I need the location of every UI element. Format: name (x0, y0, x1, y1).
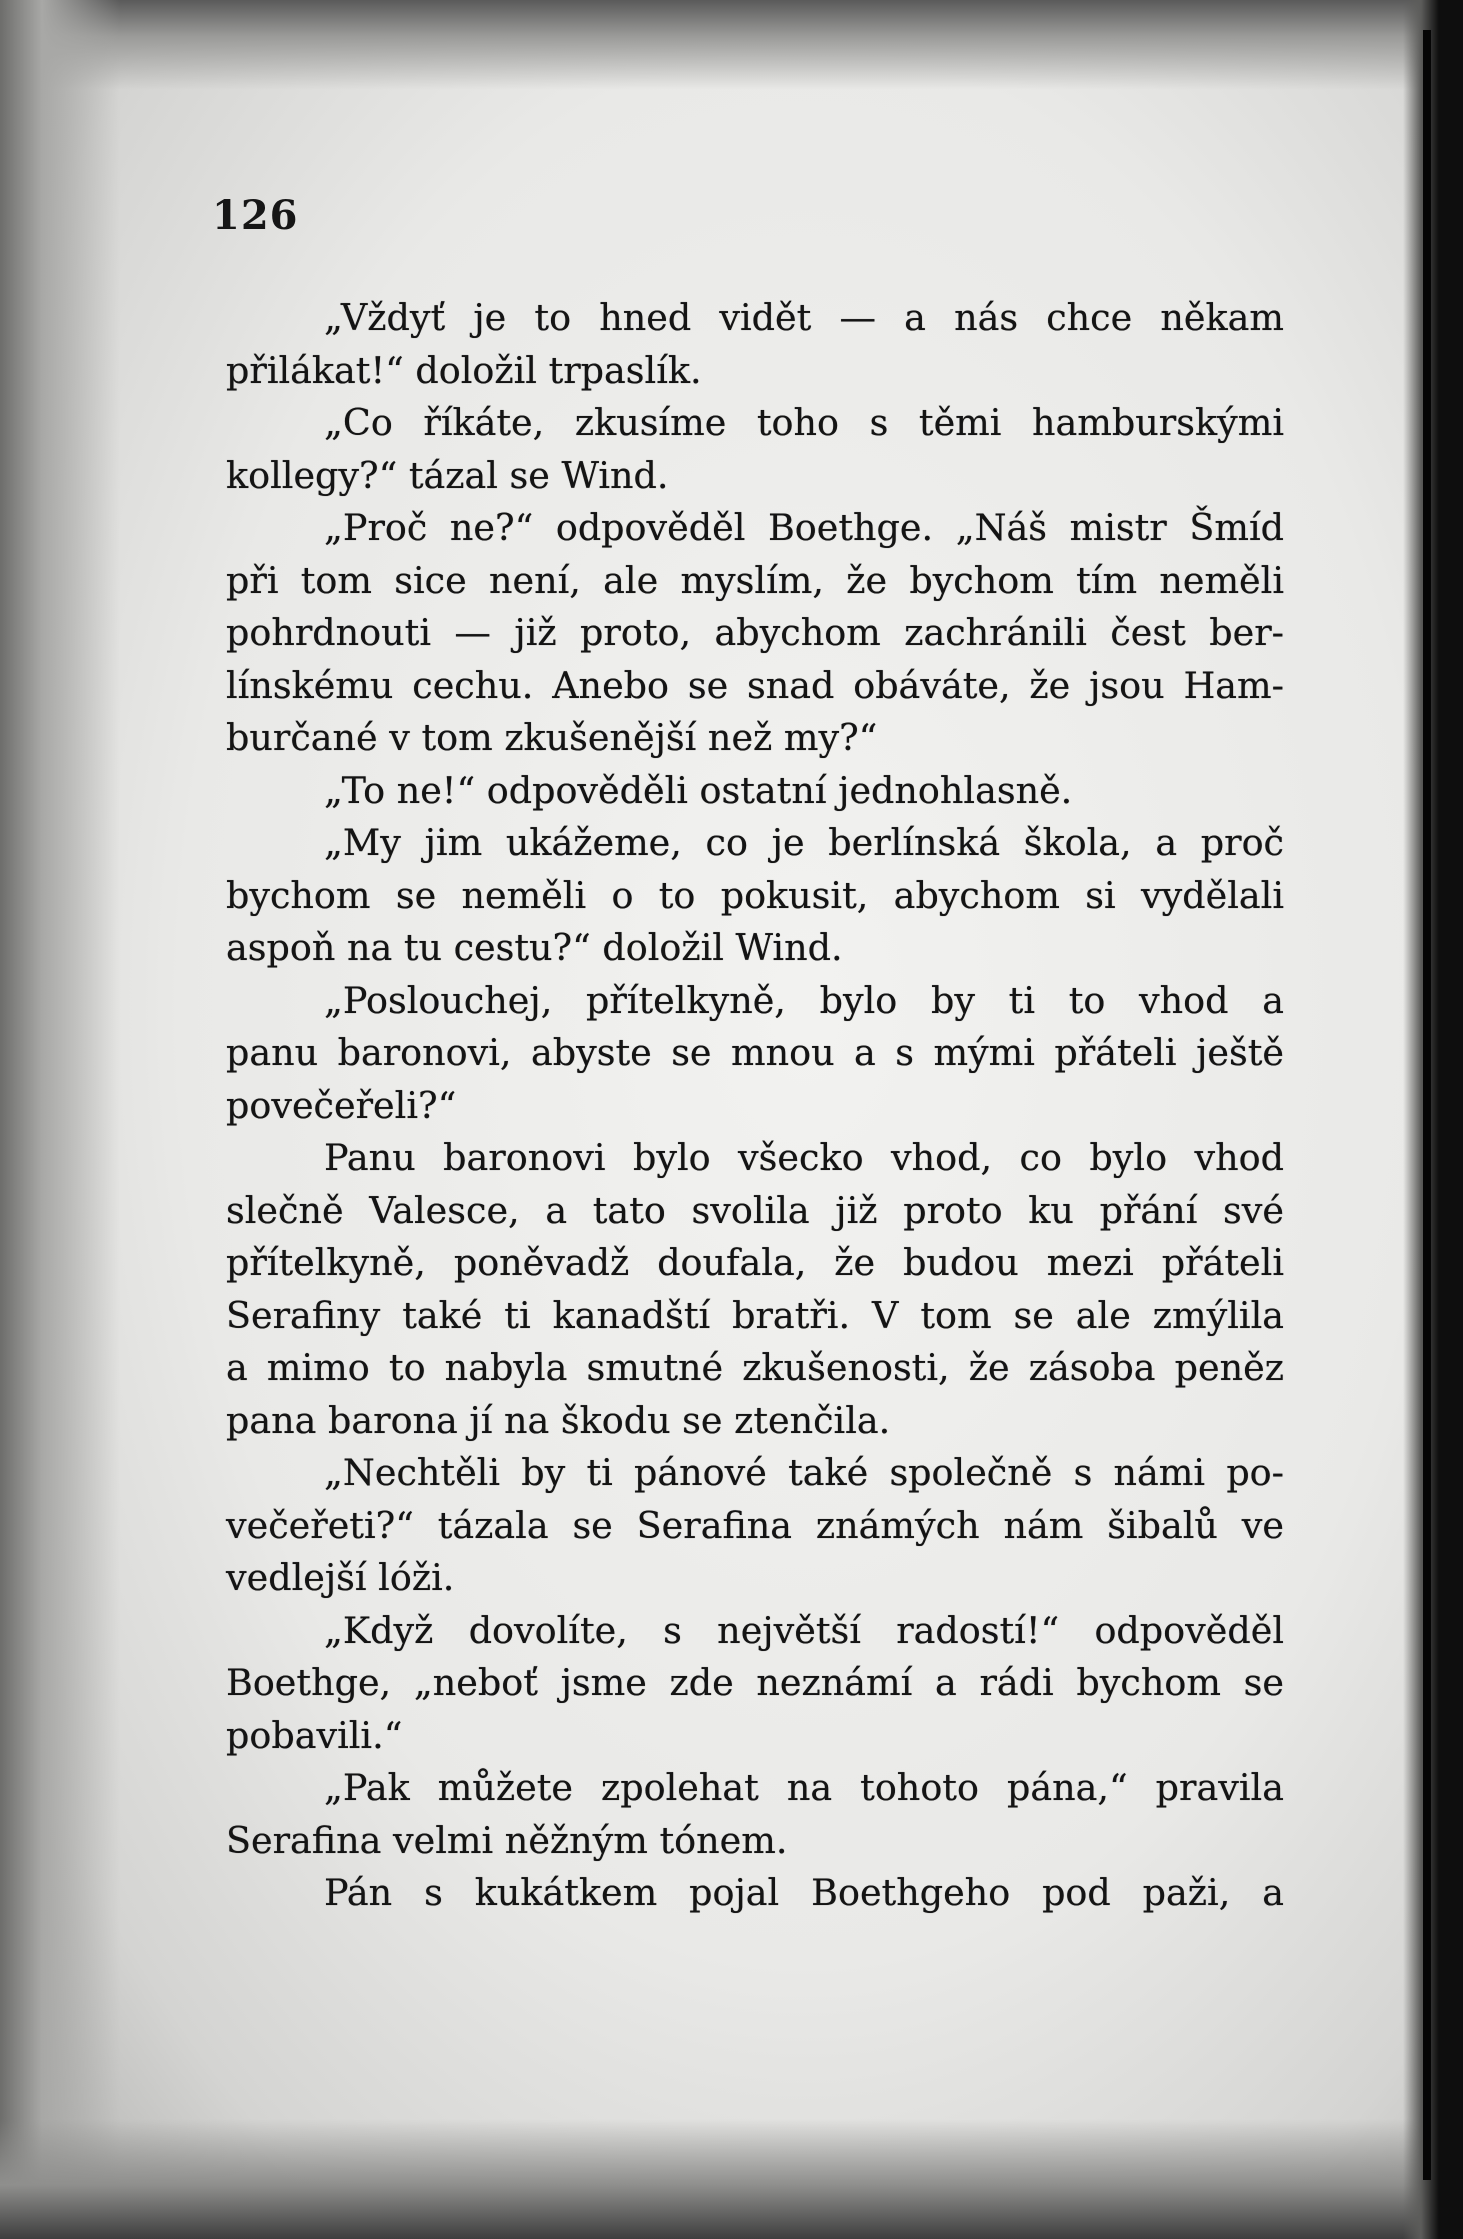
text-line: „Co říkáte, zkusíme toho s těmi hamburskými (324, 401, 1284, 444)
text-line: „Když dovolíte, s největší radostí!“ odpověděl (324, 1608, 1284, 1652)
text-line: „Vždyť je to hned vidět — a nás chce někam (324, 296, 1284, 339)
text-line: pana barona jí na škodu se ztenčila. (226, 1398, 891, 1442)
text-line: Boethge, „neboť jsme zde neznámí a rádi bychom se (226, 1661, 1284, 1704)
text-line: Serafina velmi něžným tónem. (226, 1818, 788, 1862)
text-line: bychom se neměli o to pokusit, abychom si vydělali (226, 873, 1284, 917)
text-line: línskému cechu. Anebo se snad obáváte, že jsou Ham- (226, 663, 1284, 707)
book-spine-edge (1423, 30, 1431, 2180)
body-text (226, 292, 1284, 1920)
text-line: „Poslouchej, přítelkyně, bylo by ti to vhod a (324, 978, 1284, 1022)
text-line: přítelkyně, poněvadž doufala, že budou mezi přáteli (226, 1241, 1284, 1284)
text-line: při tom sice není, ale myslím, že bychom tím neměli (226, 558, 1284, 602)
text-line: Serafiny také ti kanadští bratři. V tom se ale zmýlila (226, 1293, 1284, 1337)
text-line: Panu baronovi bylo všecko vhod, co bylo vhod (324, 1136, 1284, 1179)
text-line: pobavili.“ (226, 1713, 403, 1757)
text-line: „Pak můžete zpolehat na tohoto pána,“ pravila (324, 1766, 1284, 1809)
text-line: Pán s kukátkem pojal Boethgeho pod paži, a (324, 1871, 1284, 1914)
text-line: vedlejší lóži. (226, 1556, 455, 1599)
text-line: a mimo to nabyla smutné zkušenosti, že zásoba peněz (226, 1346, 1284, 1389)
text-line: „My jim ukážeme, co je berlínská škola, a proč (324, 821, 1284, 864)
text-line: „To ne!“ odpověděli ostatní jednohlasně. (324, 768, 1073, 812)
scan-shadow-bottom (0, 2119, 1463, 2239)
text-line: kollegy?“ tázal se Wind. (226, 453, 669, 497)
scan-shadow-right (1403, 0, 1463, 2239)
text-line: povečeřeli?“ (226, 1083, 457, 1127)
text-line: pohrdnouti — již proto, abychom zachránili čest ber- (226, 611, 1284, 654)
text-line: burčané v tom zkušenější než my?“ (226, 716, 878, 759)
page-number: 126 (212, 192, 299, 239)
text-line: večeřeti?“ tázala se Serafina známých nám šibalů ve (226, 1503, 1284, 1547)
scan-shadow-top (0, 0, 1463, 90)
text-line: panu baronovi, abyste se mnou a s mými přáteli ještě (226, 1031, 1284, 1074)
text-line: „Nechtěli by ti pánové také společně s námi po- (324, 1451, 1284, 1494)
scan-shadow-left (0, 0, 120, 2239)
text-line: slečně Valesce, a tato svolila již proto ku přání své (226, 1188, 1284, 1232)
text-line: aspoň na tu cestu?“ doložil Wind. (226, 926, 843, 969)
text-line: „Proč ne?“ odpověděl Boethge. „Náš mistr Šmíd (324, 506, 1284, 549)
text-line: přilákat!“ doložil trpaslík. (226, 348, 702, 392)
